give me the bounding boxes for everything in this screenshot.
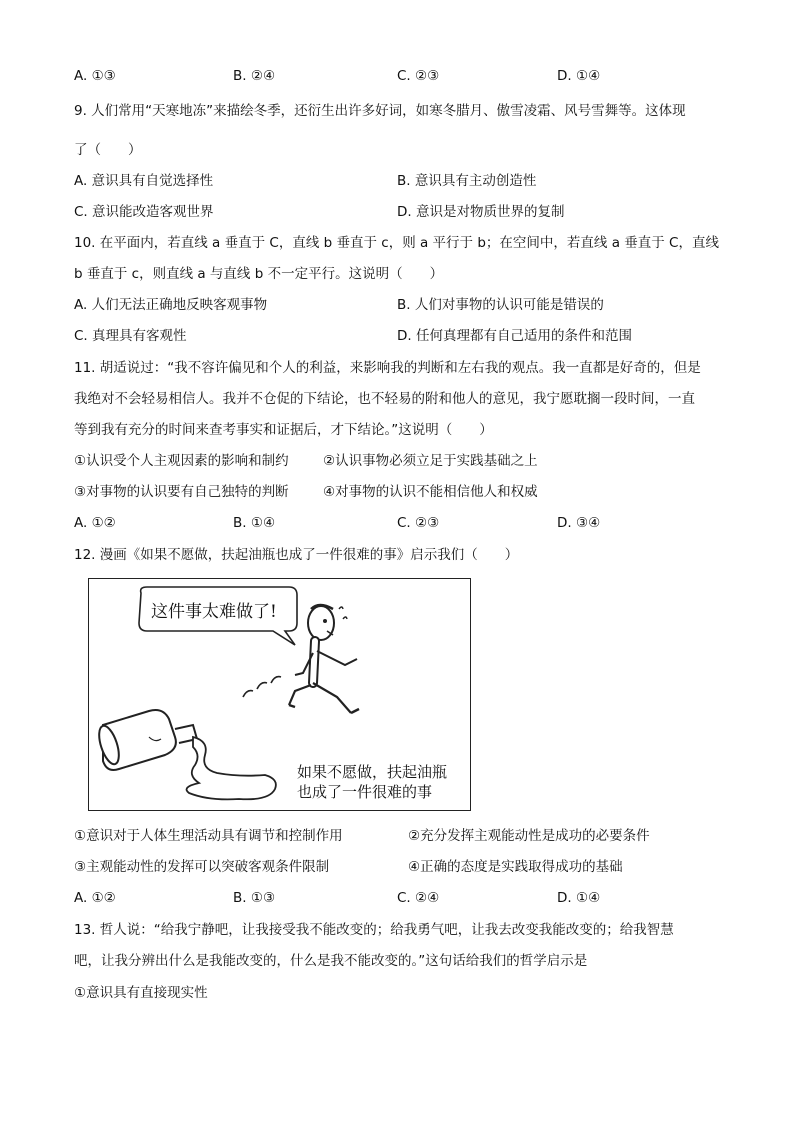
q11-option-d: D. ③④ bbox=[557, 515, 601, 531]
cartoon-caption-line2: 也成了一件很难的事 bbox=[297, 783, 433, 801]
q12-statement-1: ①意识对于人体生理活动具有调节和控制作用 bbox=[74, 828, 343, 844]
q11-option-a: A. ①② bbox=[74, 515, 116, 531]
q11-statement-2: ②认识事物必须立足于实践基础之上 bbox=[323, 453, 538, 469]
q10-option-d: D. 任何真理都有自己适用的条件和范围 bbox=[397, 328, 632, 344]
cartoon-figure bbox=[88, 578, 471, 811]
oil-spill bbox=[187, 737, 276, 799]
q12-option-a: A. ①② bbox=[74, 890, 116, 906]
q13-statement-1: ①意识具有直接现实性 bbox=[74, 985, 208, 1001]
q11-stem-line1: 11. 胡适说过：“我不容许偏见和个人的利益，来影响我的判断和左右我的观点。我一直都是好奇的，但是 bbox=[74, 360, 701, 376]
q12-option-b: B. ①③ bbox=[233, 890, 276, 906]
tipped-bottle bbox=[95, 710, 197, 770]
q8-option-c: C. ②③ bbox=[397, 68, 440, 84]
q10-stem-line2: b 垂直于 c，则直线 a 与直线 b 不一定平行。这说明（ ） bbox=[74, 266, 444, 282]
q13-stem-line2: 吧，让我分辨出什么是我能改变的，什么是我不能改变的。”这句话给我们的哲学启示是 bbox=[74, 953, 588, 969]
q12-statement-3: ③主观能动性的发挥可以突破客观条件限制 bbox=[74, 859, 330, 875]
q12-stem: 12. 漫画《如果不愿做，扶起油瓶也成了一件很难的事》启示我们（ ） bbox=[74, 547, 519, 563]
cartoon-speech-text: 这件事太难做了! bbox=[151, 602, 277, 622]
q9-option-a: A. 意识具有自觉选择性 bbox=[74, 173, 214, 189]
q9-stem-line1: 9. 人们常用“天寒地冻”来描绘冬季，还衍生出许多好词，如寒冬腊月、傲雪凌霜、风号雪舞等。这体现 bbox=[74, 103, 686, 119]
q11-stem-line3: 等到我有充分的时间来查考事实和证据后，才下结论。”这说明（ ） bbox=[74, 422, 493, 438]
q11-option-c: C. ②③ bbox=[397, 515, 440, 531]
q12-statement-4: ④正确的态度是实践取得成功的基础 bbox=[408, 859, 623, 875]
q11-statement-1: ①认识受个人主观因素的影响和制约 bbox=[74, 453, 289, 469]
q11-stem-line2: 我绝对不会轻易相信人。我并不仓促的下结论，也不轻易的附和他人的意见，我宁愿耽搁一段时间，一直 bbox=[74, 391, 695, 407]
q8-option-a: A. ①③ bbox=[74, 68, 116, 84]
q12-statement-2: ②充分发挥主观能动性是成功的必要条件 bbox=[408, 828, 650, 844]
q10-option-a: A. 人们无法正确地反映客观事物 bbox=[74, 297, 268, 313]
q8-option-b: B. ②④ bbox=[233, 68, 276, 84]
q12-option-d: D. ①④ bbox=[557, 890, 601, 906]
q9-option-c: C. 意识能改造客观世界 bbox=[74, 204, 214, 220]
q10-option-b: B. 人们对事物的认识可能是错误的 bbox=[397, 297, 604, 313]
q11-option-b: B. ①④ bbox=[233, 515, 276, 531]
q9-stem-line2: 了（ ） bbox=[74, 142, 142, 158]
cartoon-caption-line1: 如果不愿做，扶起油瓶 bbox=[297, 763, 448, 781]
q10-stem-line1: 10. 在平面内，若直线 a 垂直于 C，直线 b 垂直于 c，则 a 平行于 b；在空间中，若直线 a 垂直于 C，直线 bbox=[74, 235, 719, 251]
q12-option-c: C. ②④ bbox=[397, 890, 440, 906]
q11-statement-4: ④对事物的认识不能相信他人和权威 bbox=[323, 484, 538, 500]
q11-statement-3: ③对事物的认识要有自己独特的判断 bbox=[74, 484, 289, 500]
q9-option-d: D. 意识是对物质世界的复制 bbox=[397, 204, 565, 220]
q10-option-c: C. 真理具有客观性 bbox=[74, 328, 187, 344]
q8-option-d: D. ①④ bbox=[557, 68, 601, 84]
q13-stem-line1: 13. 哲人说：“给我宁静吧，让我接受我不能改变的；给我勇气吧，让我去改变我能改变的；给我智慧 bbox=[74, 922, 674, 938]
man-head bbox=[308, 606, 334, 640]
q9-option-b: B. 意识具有主动创造性 bbox=[397, 173, 537, 189]
